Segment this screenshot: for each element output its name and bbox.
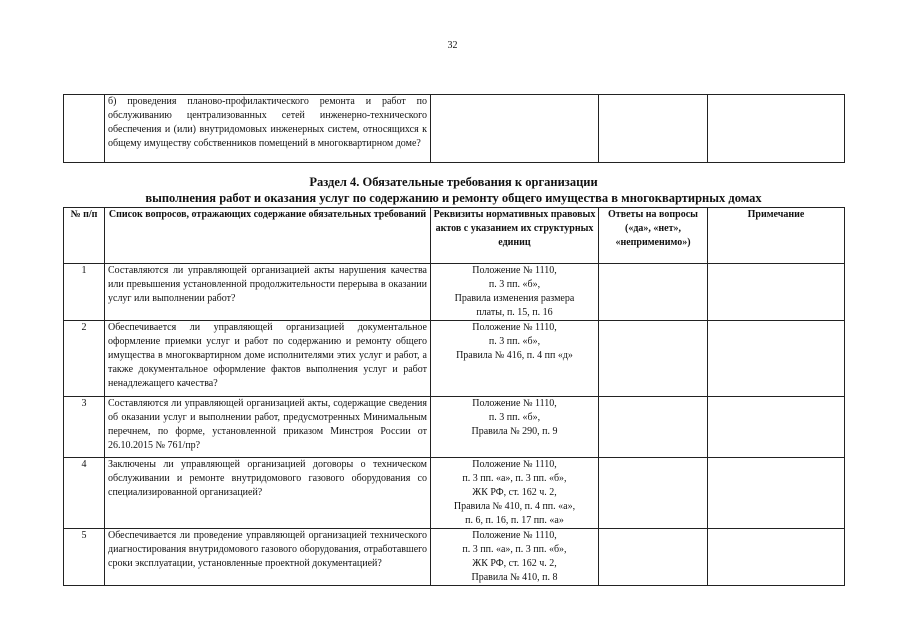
ref-line: п. 3 пп. «б», [488, 336, 541, 347]
row-note [708, 529, 845, 586]
ref-line: Положение № 1110, [472, 322, 557, 333]
ref-line: п. 6, п. 16, п. 17 пп. «а» [465, 515, 564, 526]
row-note [708, 321, 845, 397]
row-num: 5 [64, 529, 105, 586]
row-question: Обеспечивается ли управляющей организацией документальное оформление приемки услуг и работ по содержанию и ремонту общего имущества в многоквартирном доме исполнителями этих услуг и работ, а также документальное оформление фактов выполнения услуг и работ ненадлежащего качества? [105, 321, 431, 397]
ref-line: Правила № 416, п. 4 пп «д» [456, 350, 573, 361]
requirements-table [63, 207, 845, 586]
table-row [64, 264, 845, 321]
ref-line: ЖК РФ, ст. 162 ч. 2, [472, 487, 557, 498]
continued-table [63, 94, 845, 163]
row-refs [431, 321, 599, 397]
section-title [63, 174, 844, 206]
section-title-line2: выполнения работ и оказания услуг по содержанию и ремонту общего имущества в многоквартирных домах [145, 191, 762, 205]
ref-line: платы, п. 15, п. 16 [476, 307, 553, 318]
table-row [64, 95, 845, 163]
ref-line: Правила № 410, п. 4 пп. «а», [453, 501, 576, 512]
ref-line: Положение № 1110, [472, 398, 557, 409]
row-refs [431, 458, 599, 529]
row-note [708, 458, 845, 529]
row-question: Составляются ли управляющей организацией акты, содержащие сведения об оказании услуг и выполнении работ, предусмотренных Минимальным перечнем, по форме, установленной приказом Минстроя России от 26.10.2015 № 761/пр? [105, 397, 431, 458]
cell-answer [599, 95, 708, 163]
cell-question: б) проведения планово-профилактического ремонта и работ по обслуживанию централизованных сетей инженерно-технического обеспечения и (или) внутридомовых инженерных систем, относящихся к общему имуществу собственников помещений в многоквартирном доме? [105, 95, 431, 163]
cell-refs [431, 95, 599, 163]
cell-note [708, 95, 845, 163]
header-questions: Список вопросов, отражающих содержание обязательных требований [105, 208, 431, 264]
row-question: Составляются ли управляющей организацией акты нарушения качества или превышения установленной продолжительности перерыва в оказании услуг или выполнении работ? [105, 264, 431, 321]
ref-line: Правила № 410, п. 8 [471, 572, 558, 583]
row-answer [599, 458, 708, 529]
header-refs: Реквизиты нормативных правовых актов с указанием их структурных единиц [431, 208, 599, 264]
header-answers: Ответы на вопросы («да», «нет», «неприменимо») [599, 208, 708, 264]
row-question: Заключены ли управляющей организацией договоры о техническом обслуживании и ремонте внутридомового газового оборудования со специализированной организацией? [105, 458, 431, 529]
table-row [64, 397, 845, 458]
ref-line: п. 3 пп. «а», п. 3 пп. «б», [462, 544, 567, 555]
ref-line: п. 3 пп. «б», [488, 279, 541, 290]
header-row [64, 208, 845, 264]
ref-line: Положение № 1110, [472, 265, 557, 276]
ref-line: Положение № 1110, [472, 459, 557, 470]
row-refs [431, 529, 599, 586]
ref-line: п. 3 пп. «б», [488, 412, 541, 423]
row-note [708, 264, 845, 321]
page-number: 32 [447, 40, 458, 51]
header-num: № п/п [64, 208, 105, 264]
row-answer [599, 321, 708, 397]
row-num: 3 [64, 397, 105, 458]
cell-num [64, 95, 105, 163]
ref-line: Правила № 290, п. 9 [471, 426, 558, 437]
row-answer [599, 264, 708, 321]
table-row [64, 458, 845, 529]
ref-line: Правила изменения размера [454, 293, 575, 304]
ref-line: ЖК РФ, ст. 162 ч. 2, [472, 558, 557, 569]
row-note [708, 397, 845, 458]
section-title-line1: Раздел 4. Обязательные требования к организации [309, 175, 598, 189]
row-answer [599, 397, 708, 458]
row-question: Обеспечивается ли проведение управляющей организацией технического диагностирования внутридомового газового оборудования, отработавшего сроки эксплуатации, установленные проектной документацией? [105, 529, 431, 586]
table-row [64, 321, 845, 397]
header-note: Примечание [708, 208, 845, 264]
ref-line: п. 3 пп. «а», п. 3 пп. «б», [462, 473, 567, 484]
row-answer [599, 529, 708, 586]
row-refs [431, 264, 599, 321]
ref-line: Положение № 1110, [472, 530, 557, 541]
row-num: 1 [64, 264, 105, 321]
table-row [64, 529, 845, 586]
row-refs [431, 397, 599, 458]
row-num: 4 [64, 458, 105, 529]
row-num: 2 [64, 321, 105, 397]
